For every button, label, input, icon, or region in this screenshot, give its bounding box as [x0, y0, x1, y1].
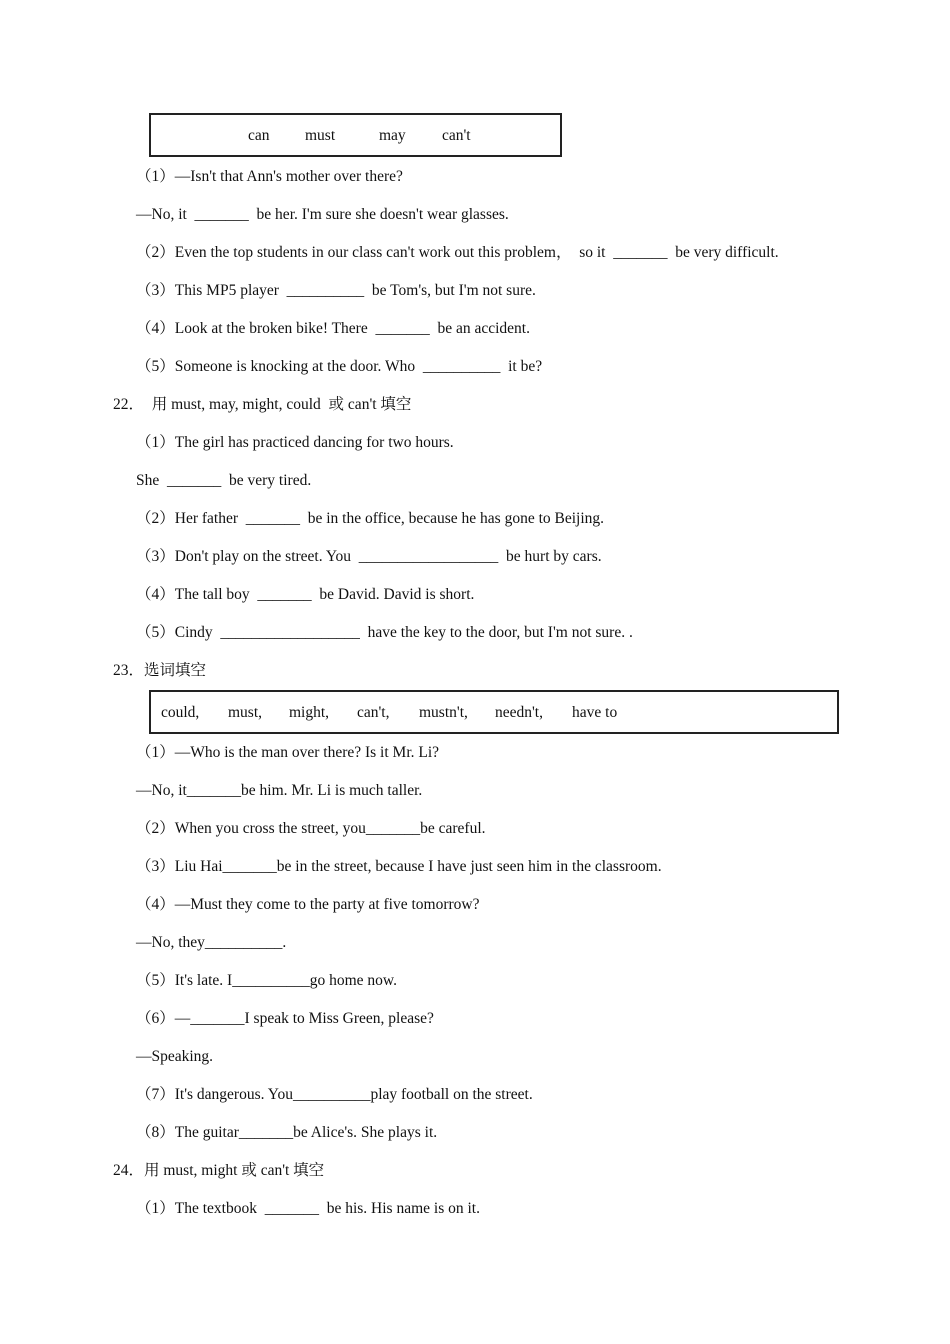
q23-line-2: —No, it_______be him. Mr. Li is much taller. [136, 782, 423, 799]
word-box-item: needn't, [495, 704, 543, 721]
q21-line-5: （4）Look at the broken bike! There _______ be an accident. [136, 320, 530, 337]
q22-line-5: （4）The tall boy _______ be David. David is short. [136, 586, 475, 603]
q23-line-7: （5）It's late. I__________go home now. [136, 972, 397, 989]
word-box-item: can't [442, 127, 471, 144]
q23-line-8: （6）—_______I speak to Miss Green, please? [136, 1010, 434, 1027]
q23-line-11: （8）The guitar_______be Alice's. She plays it. [136, 1124, 438, 1141]
q22-line-6: （5）Cindy __________________ have the key to the door, but I'm not sure. . [136, 624, 633, 641]
q22-line-3: （2）Her father _______ be in the office, because he has gone to Beijing. [136, 510, 605, 527]
q23-title: 23．选词填空 [113, 662, 207, 679]
word-box-item: might, [289, 704, 330, 721]
word-box-item: must, [228, 704, 263, 721]
q21-line-2: —No, it _______ be her. I'm sure she doesn't wear glasses. [136, 206, 509, 223]
q21-line-1: （1）—Isn't that Ann's mother over there? [136, 168, 403, 185]
q21-line-3: （2）Even the top students in our class can't work out this problem， so it _______ be very difficult. [136, 244, 779, 261]
q21-line-6: （5）Someone is knocking at the door. Who __________ it be? [136, 358, 543, 375]
q24-line-1: （1）The textbook _______ be his. His name is on it. [136, 1200, 480, 1217]
q22-line-2: She _______ be very tired. [136, 472, 312, 489]
q23-line-1: （1）—Who is the man over there? Is it Mr. Li? [136, 744, 440, 761]
word-box-item: mustn't, [419, 704, 468, 721]
q23-line-3: （2）When you cross the street, you_______be careful. [136, 820, 486, 837]
word-box-item: could, [161, 704, 200, 721]
q22-line-1: （1）The girl has practiced dancing for two hours. [136, 434, 454, 451]
q22-line-4: （3）Don't play on the street. You __________________ be hurt by cars. [136, 548, 602, 565]
q23-line-5: （4）—Must they come to the party at five tomorrow? [136, 896, 480, 913]
q23-line-6: —No, they__________. [136, 934, 287, 951]
word-box-1 [149, 113, 562, 157]
word-box-item: can [248, 127, 270, 144]
word-box-item: have to [572, 704, 618, 721]
word-box-2 [149, 690, 839, 734]
q24-title: 24．用 must, might 或 can't 填空 [113, 1162, 325, 1179]
q21-line-4: （3）This MP5 player __________ be Tom's, but I'm not sure. [136, 282, 536, 299]
q23-line-9: —Speaking. [136, 1048, 214, 1065]
q23-line-10: （7）It's dangerous. You__________play football on the street. [136, 1086, 533, 1103]
q23-line-4: （3）Liu Hai_______be in the street, because I have just seen him in the classroom. [136, 858, 662, 875]
word-box-item: can't, [357, 704, 390, 721]
word-box-item: may [379, 127, 406, 144]
word-box-item: must [305, 127, 336, 144]
q22-title: 22． 用 must, may, might, could 或 can't 填空 [113, 396, 412, 413]
